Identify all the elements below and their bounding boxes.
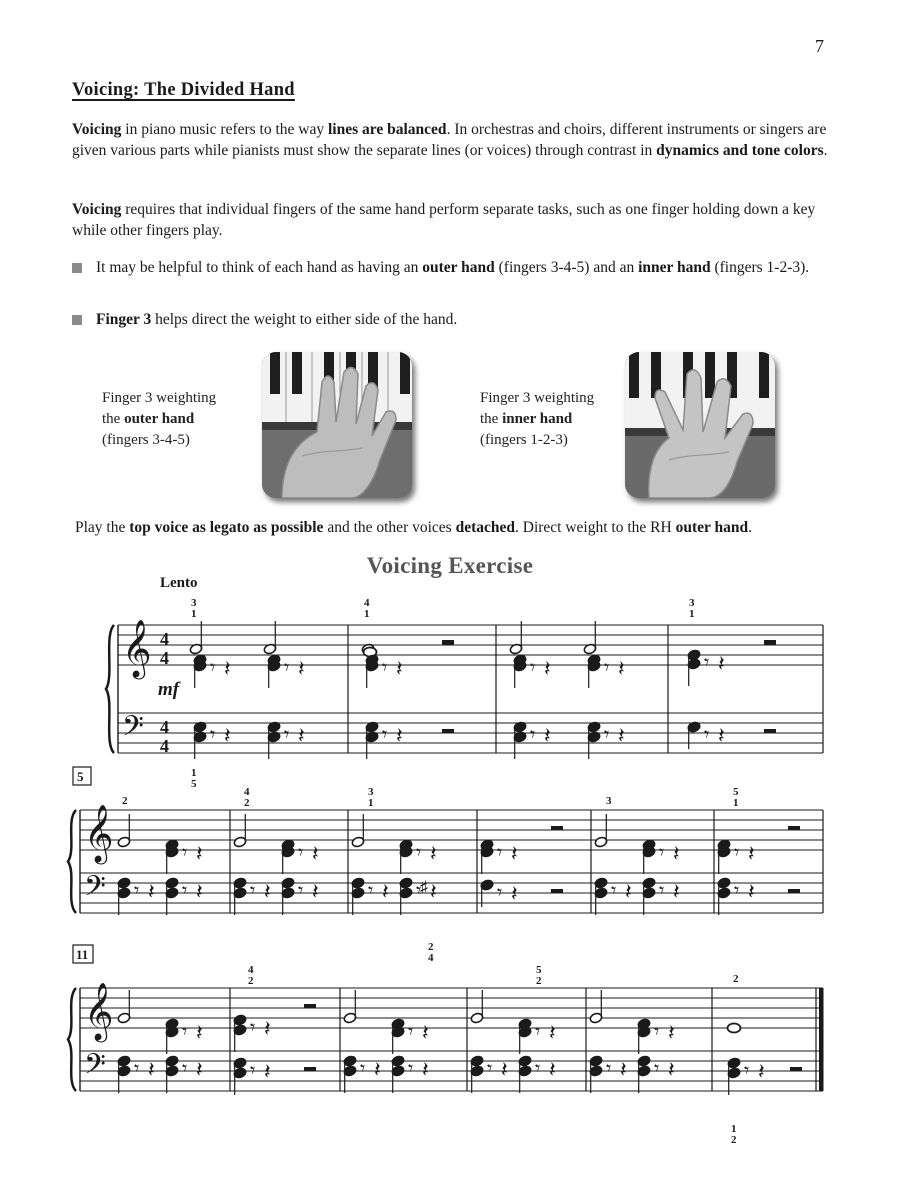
- fingering-number: 5: [191, 778, 197, 790]
- term-dynamics-tone: dynamics and tone colors: [656, 142, 824, 159]
- quarter-rest-icon: 𝄽: [625, 879, 632, 904]
- quarter-rest-icon: 𝄽: [148, 879, 155, 904]
- fingering-number: 2: [122, 795, 128, 807]
- fingering-number: 2: [731, 1134, 737, 1146]
- eighth-rest-icon: 𝄾: [611, 880, 617, 902]
- eighth-rest-icon: 𝄾: [182, 842, 188, 864]
- eighth-rest-icon: 𝄾: [408, 1058, 414, 1080]
- section-title: Voicing: The Divided Hand: [72, 80, 295, 100]
- eighth-rest-icon: 𝄾: [284, 724, 290, 746]
- eighth-rest-icon: 𝄾: [497, 882, 503, 904]
- fingering-number: 2: [733, 973, 739, 985]
- fingering-number: 5: [536, 964, 542, 976]
- page-number: 7: [815, 36, 824, 56]
- eighth-rest-icon: 𝄾: [604, 724, 610, 746]
- fingering-number: 1: [689, 608, 695, 620]
- fingering-number: 3: [191, 597, 197, 609]
- fingering-number: 3: [689, 597, 695, 609]
- time-signature-bottom: 4: [160, 736, 169, 756]
- eighth-rest-icon: 𝄾: [535, 1058, 541, 1080]
- eighth-rest-icon: 𝄾: [250, 1017, 256, 1039]
- fingering-number: 1: [733, 797, 739, 809]
- eighth-rest-icon: 𝄾: [659, 842, 665, 864]
- fingering-number: 2: [428, 941, 434, 953]
- treble-clef-icon: 𝄞: [122, 620, 152, 676]
- final-barline: [819, 988, 824, 1091]
- quarter-rest-icon: 𝄽: [430, 879, 437, 904]
- quarter-rest-icon: 𝄽: [224, 656, 231, 681]
- caption-line: (fingers 1-2-3): [480, 432, 568, 448]
- quarter-rest-icon: 𝄽: [430, 841, 437, 866]
- term-voicing: Voicing: [72, 121, 122, 138]
- quarter-rest-icon: 𝄽: [298, 723, 305, 748]
- fingering-number: 4: [244, 786, 250, 798]
- eighth-rest-icon: 𝄾: [734, 880, 740, 902]
- quarter-rest-icon: 𝄽: [374, 1057, 381, 1082]
- fingering-number: 1: [364, 608, 370, 620]
- quarter-rest-icon: 𝄽: [224, 723, 231, 748]
- quarter-rest-icon: 𝄽: [544, 656, 551, 681]
- bass-clef-icon: 𝄢: [122, 712, 144, 749]
- fingering-number: 5: [733, 786, 739, 798]
- text-span: outer hand: [675, 519, 749, 536]
- eighth-rest-icon: 𝄾: [250, 880, 256, 902]
- quarter-rest-icon: 𝄽: [549, 1057, 556, 1082]
- text-span: top voice as legato as possible: [129, 519, 324, 536]
- brace: [106, 625, 114, 753]
- quarter-rest-icon: 𝄽: [511, 841, 518, 866]
- eighth-rest-icon: 𝄾: [654, 1021, 660, 1043]
- text-span: in piano music refers to the way: [121, 121, 328, 138]
- text-span: the: [480, 411, 503, 427]
- quarter-rest-icon: 𝄽: [312, 879, 319, 904]
- half-rest-icon: [764, 729, 776, 734]
- quarter-rest-icon: 𝄽: [396, 656, 403, 681]
- term-inner-hand: inner hand: [638, 259, 711, 276]
- text-span: . Direct weight to the RH: [515, 519, 676, 536]
- half-rest-icon: [304, 1004, 316, 1009]
- fingering-number: 4: [428, 952, 434, 964]
- text-span: helps direct the weight to either side of the hand.: [151, 311, 458, 328]
- term-finger-3: Finger 3: [96, 311, 152, 328]
- eighth-rest-icon: 𝄾: [530, 657, 536, 679]
- text-span: and the other voices: [323, 519, 456, 536]
- eighth-rest-icon: 𝄾: [134, 1058, 140, 1080]
- quarter-rest-icon: 𝄽: [668, 1020, 675, 1045]
- text-span: the: [102, 411, 125, 427]
- half-rest-icon: [790, 1067, 802, 1072]
- eighth-rest-icon: 𝄾: [298, 842, 304, 864]
- brace: [68, 810, 76, 913]
- fingering-number: 1: [191, 608, 197, 620]
- eighth-rest-icon: 𝄾: [530, 724, 536, 746]
- whole-note: [728, 1024, 741, 1033]
- eighth-rest-icon: 𝄾: [134, 880, 140, 902]
- quarter-rest-icon: 𝄽: [549, 1020, 556, 1045]
- quarter-rest-icon: 𝄽: [264, 879, 271, 904]
- time-signature-top: 4: [160, 629, 169, 649]
- eighth-rest-icon: 𝄾: [360, 1058, 366, 1080]
- caption-line: (fingers 3-4-5): [102, 432, 190, 448]
- text-span: requires that individual fingers of the same hand perform separate tasks, such as one finger holding down a key while other fingers play.: [72, 201, 816, 239]
- half-rest-icon: [442, 729, 454, 734]
- eighth-rest-icon: 𝄾: [250, 1060, 256, 1082]
- bass-clef-icon: 𝄢: [84, 872, 106, 909]
- eighth-rest-icon: 𝄾: [734, 842, 740, 864]
- text-span: (fingers 3-4-5) and an: [494, 259, 639, 276]
- quarter-rest-icon: 𝄽: [501, 1057, 508, 1082]
- eighth-rest-icon: 𝄾: [210, 724, 216, 746]
- eighth-rest-icon: 𝄾: [284, 657, 290, 679]
- eighth-rest-icon: 𝄾: [182, 1058, 188, 1080]
- treble-clef-icon: 𝄞: [84, 983, 114, 1039]
- fingering-number: 2: [248, 975, 254, 987]
- quarter-rest-icon: 𝄽: [748, 879, 755, 904]
- quarter-rest-icon: 𝄽: [673, 879, 680, 904]
- quarter-rest-icon: 𝄽: [422, 1020, 429, 1045]
- caption-line: Finger 3 weighting: [102, 390, 217, 406]
- sharp-accidental-icon: ♯: [420, 879, 428, 896]
- measure-number: 11: [76, 947, 89, 962]
- eighth-rest-icon: 𝄾: [298, 880, 304, 902]
- text-span: detached: [455, 519, 515, 536]
- quarter-rest-icon: 𝄽: [544, 723, 551, 748]
- eighth-rest-icon: 𝄾: [408, 1021, 414, 1043]
- fingering-number: 4: [248, 964, 254, 976]
- half-rest-icon: [764, 640, 776, 645]
- time-signature-top: 4: [160, 717, 169, 737]
- half-rest-icon: [551, 889, 563, 894]
- quarter-rest-icon: 𝄽: [196, 879, 203, 904]
- brace: [68, 988, 76, 1091]
- quarter-rest-icon: 𝄽: [312, 841, 319, 866]
- eighth-rest-icon: 𝄾: [535, 1021, 541, 1043]
- eighth-rest-icon: 𝄾: [704, 724, 710, 746]
- quarter-rest-icon: 𝄽: [148, 1057, 155, 1082]
- eighth-rest-icon: 𝄾: [487, 1058, 493, 1080]
- quarter-rest-icon: 𝄽: [511, 881, 518, 906]
- caption-line: Finger 3 weighting: [480, 390, 595, 406]
- eighth-rest-icon: 𝄾: [382, 724, 388, 746]
- tempo-marking: Lento: [160, 575, 198, 591]
- text-span: Play the: [75, 519, 130, 536]
- bass-clef-icon: 𝄢: [84, 1050, 106, 1087]
- eighth-rest-icon: 𝄾: [416, 880, 422, 902]
- quarter-rest-icon: 𝄽: [264, 1059, 271, 1084]
- half-rest-icon: [304, 1067, 316, 1072]
- time-signature-bottom: 4: [160, 648, 169, 668]
- quarter-rest-icon: 𝄽: [673, 841, 680, 866]
- fingering-number: 2: [536, 975, 542, 987]
- eighth-rest-icon: 𝄾: [182, 1021, 188, 1043]
- quarter-rest-icon: 𝄽: [196, 1020, 203, 1045]
- fingering-number: 1: [731, 1123, 737, 1135]
- quarter-rest-icon: 𝄽: [422, 1057, 429, 1082]
- quarter-rest-icon: 𝄽: [748, 841, 755, 866]
- exercise-title: Voicing Exercise: [366, 553, 534, 578]
- eighth-rest-icon: 𝄾: [704, 652, 710, 674]
- quarter-rest-icon: 𝄽: [396, 723, 403, 748]
- eighth-rest-icon: 𝄾: [382, 657, 388, 679]
- half-rest-icon: [551, 826, 563, 831]
- eighth-rest-icon: 𝄾: [744, 1060, 750, 1082]
- quarter-rest-icon: 𝄽: [620, 1057, 627, 1082]
- fingering-number: 4: [364, 597, 370, 609]
- eighth-rest-icon: 𝄾: [604, 657, 610, 679]
- quarter-rest-icon: 𝄽: [758, 1059, 765, 1084]
- quarter-rest-icon: 𝄽: [718, 651, 725, 676]
- quarter-rest-icon: 𝄽: [298, 656, 305, 681]
- eighth-rest-icon: 𝄾: [606, 1058, 612, 1080]
- eighth-rest-icon: 𝄾: [182, 880, 188, 902]
- quarter-rest-icon: 𝄽: [618, 656, 625, 681]
- fingering-number: 1: [191, 767, 197, 779]
- term-outer-hand: outer hand: [422, 259, 495, 276]
- treble-clef-icon: 𝄞: [84, 805, 114, 861]
- fingering-number: 1: [368, 797, 374, 809]
- text-span: . In orchestras and choirs, different instruments or singers are given various parts while pianists must show the separate lines (or voices) through contrast in: [72, 121, 827, 159]
- eighth-rest-icon: 𝄾: [659, 880, 665, 902]
- eighth-rest-icon: 𝄾: [497, 842, 503, 864]
- eighth-rest-icon: 𝄾: [654, 1058, 660, 1080]
- fingering-number: 3: [606, 795, 612, 807]
- quarter-rest-icon: 𝄽: [196, 1057, 203, 1082]
- fingering-number: 2: [244, 797, 250, 809]
- dynamic-marking: mf: [158, 679, 180, 700]
- text-span: .: [823, 142, 828, 159]
- quarter-rest-icon: 𝄽: [196, 841, 203, 866]
- quarter-rest-icon: 𝄽: [718, 723, 725, 748]
- term-voicing-2: Voicing: [72, 201, 122, 218]
- quarter-rest-icon: 𝄽: [382, 879, 389, 904]
- eighth-rest-icon: 𝄾: [368, 880, 374, 902]
- text-span: .: [748, 519, 752, 536]
- half-rest-icon: [788, 889, 800, 894]
- text-span: It may be helpful to think of each hand as having an: [96, 259, 423, 276]
- eighth-rest-icon: 𝄾: [210, 657, 216, 679]
- half-rest-icon: [442, 640, 454, 645]
- text-span: outer hand: [124, 411, 195, 427]
- text-span: (fingers 1-2-3).: [710, 259, 810, 276]
- quarter-rest-icon: 𝄽: [618, 723, 625, 748]
- quarter-rest-icon: 𝄽: [668, 1057, 675, 1082]
- eighth-rest-icon: 𝄾: [416, 842, 422, 864]
- term-lines-balanced: lines are balanced: [328, 121, 447, 138]
- fingering-number: 3: [368, 786, 374, 798]
- half-rest-icon: [788, 826, 800, 831]
- quarter-rest-icon: 𝄽: [264, 1016, 271, 1041]
- text-span: inner hand: [502, 411, 573, 427]
- measure-number: 5: [77, 769, 84, 784]
